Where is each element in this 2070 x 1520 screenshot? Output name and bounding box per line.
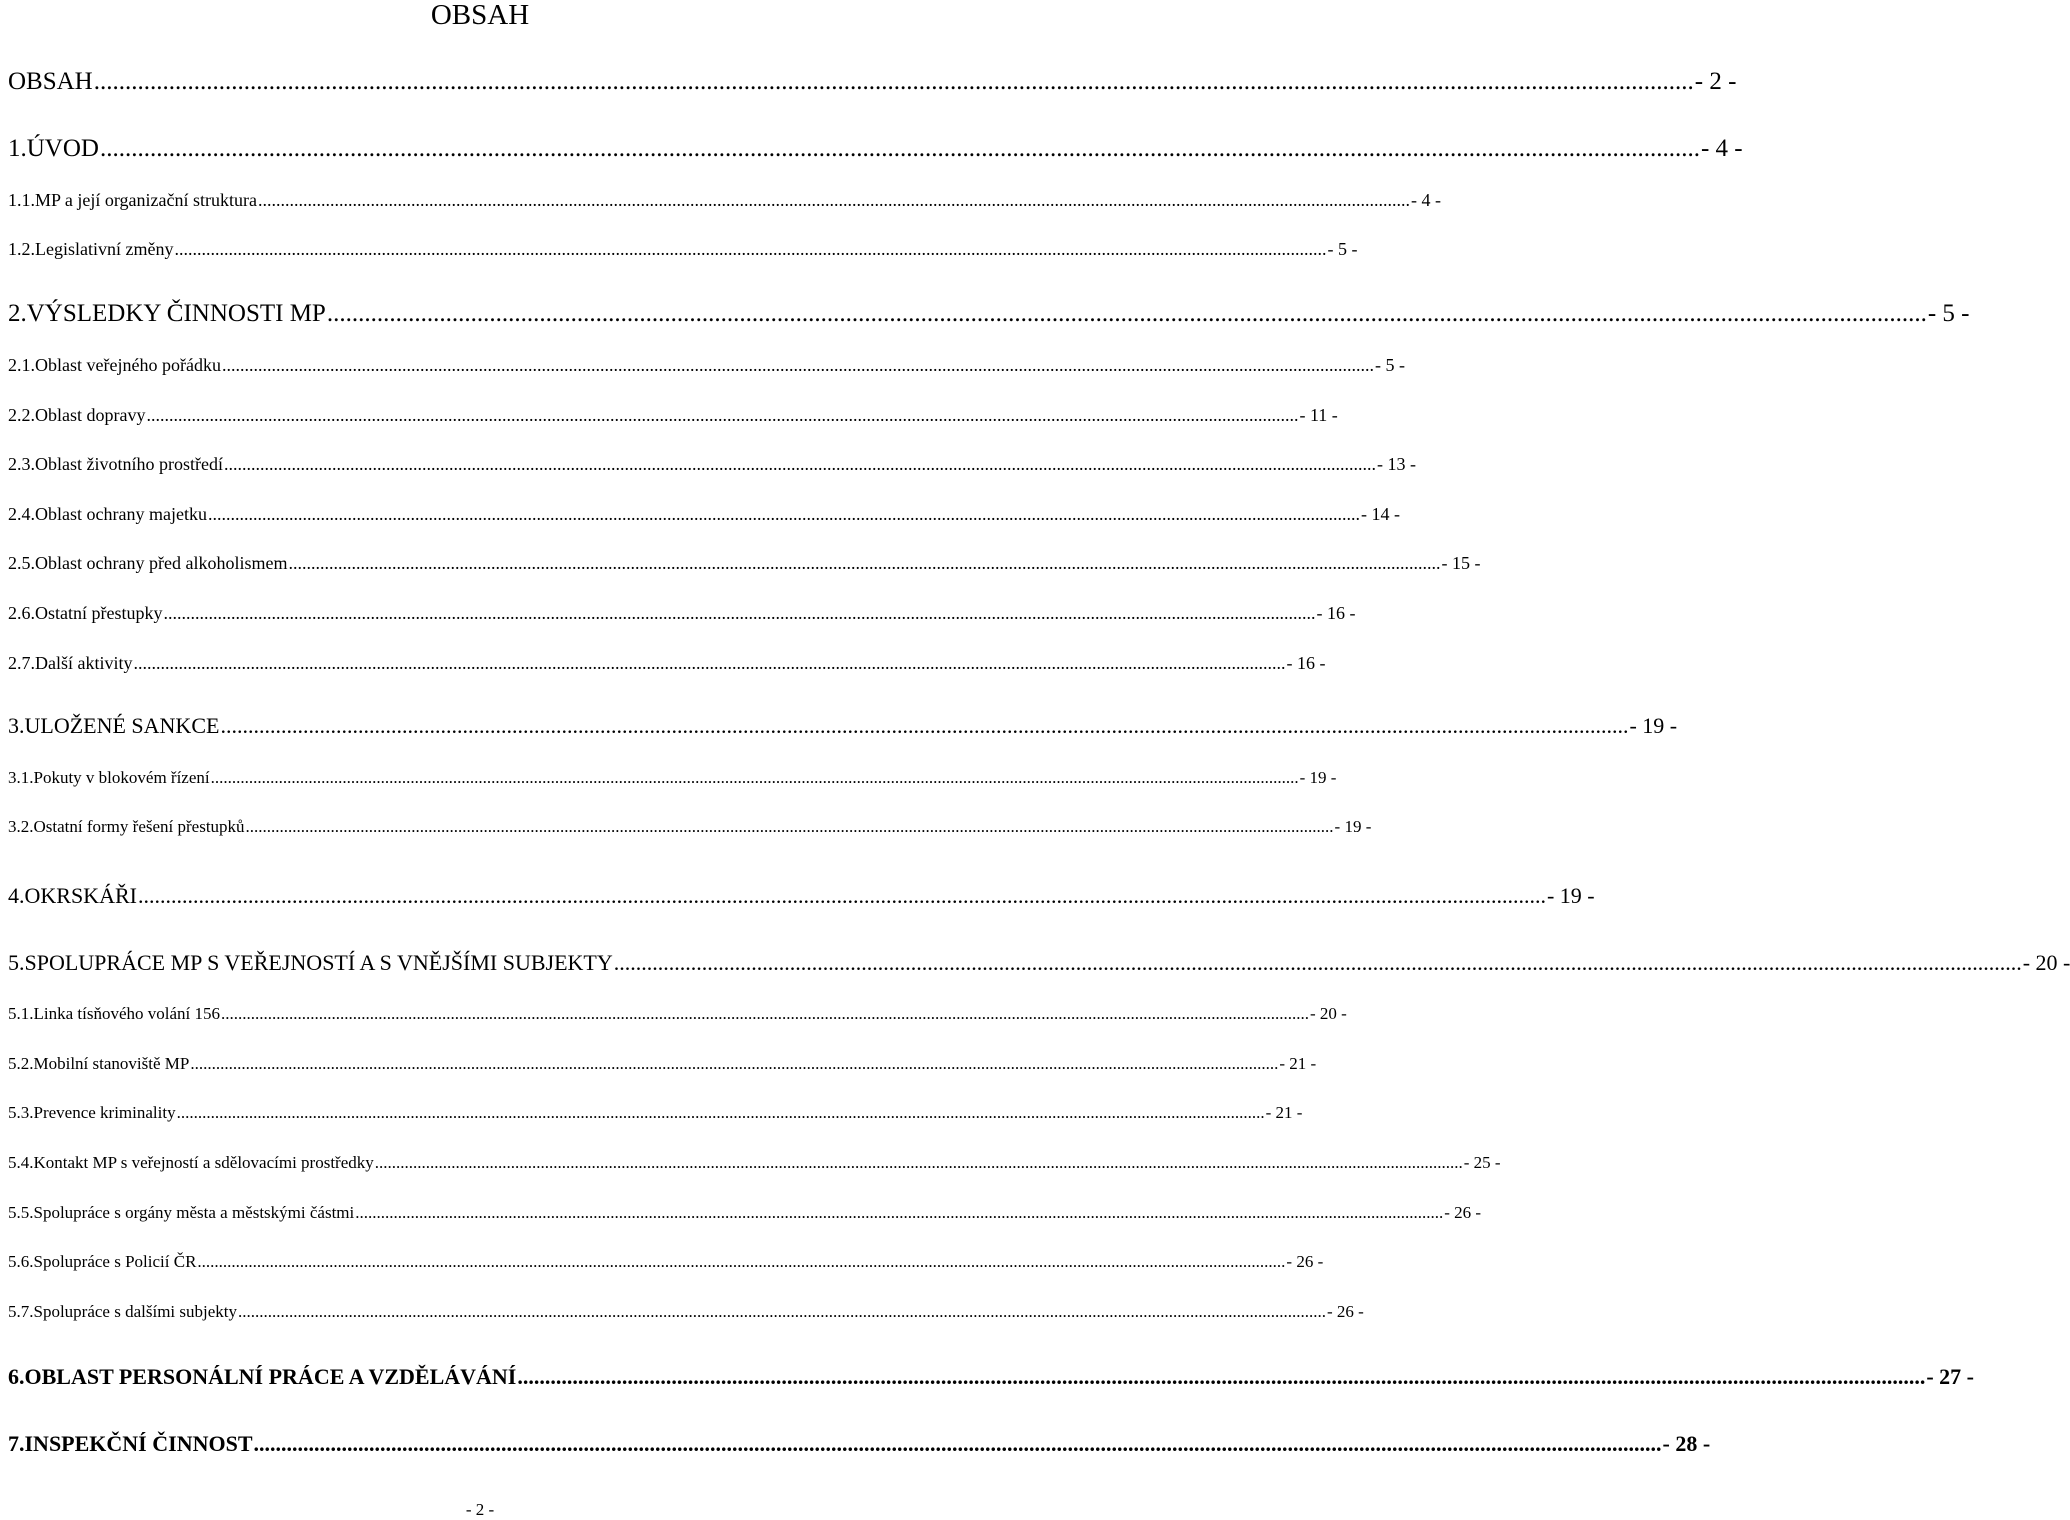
toc-number: 2.3.	[8, 454, 35, 474]
toc-label: SPOLUPRÁCE MP S VEŘEJNOSTÍ A S VNĚJŠÍMI SUBJEKTY	[24, 950, 613, 975]
toc-entry-2-5[interactable]	[8, 553, 1481, 574]
toc-leader-dots	[258, 190, 1410, 211]
toc-entry-2-7[interactable]	[8, 653, 1326, 674]
toc-label: Další aktivity	[35, 653, 133, 673]
toc-leader-dots	[134, 653, 1286, 674]
toc-page-number: - 27 -	[1926, 1364, 1975, 1389]
toc-label: MP a její organizační struktura	[35, 190, 257, 210]
toc-label: Pokuty v blokovém řízení	[33, 768, 210, 787]
toc-leader-dots	[327, 300, 1927, 328]
toc-number: 5.5.	[8, 1203, 34, 1222]
toc-leader-dots	[190, 1054, 1278, 1074]
toc-entry-1-1[interactable]	[8, 190, 1441, 211]
toc-page-number: - 5 -	[1927, 300, 1970, 327]
toc-entry-5-7[interactable]	[8, 1302, 1364, 1322]
toc-label: Oblast dopravy	[35, 405, 146, 425]
toc-page-number: - 16 -	[1286, 653, 1326, 673]
toc-entry-5-4[interactable]	[8, 1153, 1501, 1173]
toc-label: OKRSKÁŘI	[24, 883, 137, 908]
toc-page-number: - 28 -	[1662, 1431, 1711, 1456]
toc-leader-dots	[254, 1431, 1662, 1457]
toc-label: Oblast ochrany před alkoholismem	[35, 553, 288, 573]
toc-leader-dots	[208, 504, 1360, 525]
toc-number: 5.	[8, 950, 25, 975]
toc-page-number: - 19 -	[1546, 883, 1595, 908]
toc-label: Oblast veřejného pořádku	[35, 355, 221, 375]
toc-number: 5.4.	[8, 1153, 34, 1172]
toc-label: Ostatní přestupky	[35, 603, 163, 623]
toc-label: Spolupráce s Policií ČR	[33, 1252, 197, 1271]
toc-label: Ostatní formy řešení přestupků	[33, 817, 245, 836]
toc-label: ULOŽENÉ SANKCE	[24, 713, 220, 738]
toc-number: 1.2.	[8, 239, 35, 259]
toc-number: 2.1.	[8, 355, 35, 375]
toc-leader-dots	[355, 1203, 1443, 1223]
page-footer-number: - 2 -	[465, 1500, 495, 1519]
toc-page-number: - 14 -	[1360, 504, 1400, 524]
toc-entry-5-5[interactable]	[8, 1203, 1482, 1223]
toc-leader-dots	[246, 817, 1334, 837]
toc-leader-dots	[174, 239, 1326, 260]
toc-number: 7.	[8, 1431, 25, 1456]
toc-page-number: - 19 -	[1299, 768, 1337, 787]
toc-label: Spolupráce s dalšími subjekty	[33, 1302, 238, 1321]
toc-page-number: - 20 -	[1310, 1004, 1347, 1023]
toc-leader-dots	[100, 135, 1700, 163]
toc-entry-6[interactable]	[8, 1364, 1975, 1390]
toc-label: Oblast životního prostředí	[35, 454, 223, 474]
toc-page-number: - 15 -	[1441, 553, 1481, 573]
toc-page-number: - 4 -	[1410, 190, 1441, 210]
toc-entry-2-2[interactable]	[8, 405, 1338, 426]
toc-leader-dots	[222, 355, 1374, 376]
toc-label: Linka tísňového volání 156	[33, 1004, 221, 1023]
toc-number: 5.1.	[8, 1004, 34, 1023]
page-title: OBSAH	[430, 0, 530, 31]
toc-number: 5.6.	[8, 1252, 34, 1271]
toc-page-number: - 26 -	[1327, 1302, 1364, 1321]
toc-label: Spolupráce s orgány města a městskými částmi	[33, 1203, 355, 1222]
toc-number: 2.	[8, 300, 27, 327]
toc-number: 4.	[8, 883, 25, 908]
toc-leader-dots	[614, 950, 2022, 976]
toc-entry-1[interactable]	[8, 135, 1743, 163]
toc-leader-dots	[238, 1302, 1326, 1322]
toc-label: Kontakt MP s veřejností a sdělovacími prostředky	[33, 1153, 374, 1172]
toc-leader-dots	[517, 1364, 1925, 1390]
toc-entry-1-2[interactable]	[8, 239, 1358, 260]
toc-number: 3.	[8, 713, 25, 738]
toc-label: Prevence kriminality	[33, 1103, 176, 1122]
toc-number: 6.	[8, 1364, 25, 1389]
toc-leader-dots	[94, 68, 1694, 96]
toc-page-number: - 16 -	[1316, 603, 1356, 623]
toc-entry-5-2[interactable]	[8, 1054, 1317, 1074]
toc-number: 2.5.	[8, 553, 35, 573]
toc-page-number: - 2 -	[1694, 68, 1737, 95]
toc-entry-5-3[interactable]	[8, 1103, 1303, 1123]
toc-leader-dots	[138, 883, 1546, 909]
toc-number: 5.2.	[8, 1054, 34, 1073]
toc-number: 5.3.	[8, 1103, 34, 1122]
toc-label: Oblast ochrany majetku	[35, 504, 207, 524]
toc-entry-2[interactable]	[8, 300, 1970, 328]
toc-page-number: - 19 -	[1629, 713, 1678, 738]
toc-entry-5[interactable]	[8, 950, 2070, 976]
toc-entry-7[interactable]	[8, 1431, 1711, 1457]
toc-page-number: - 26 -	[1444, 1203, 1482, 1222]
toc-label: Mobilní stanoviště MP	[33, 1054, 190, 1073]
toc-number: 2.7.	[8, 653, 35, 673]
toc-entry-2-6[interactable]	[8, 603, 1356, 624]
toc-leader-dots	[197, 1252, 1285, 1272]
toc-number: 3.2.	[8, 817, 34, 836]
toc-entry-4[interactable]	[8, 883, 1595, 909]
toc-label: OBSAH	[8, 68, 93, 95]
toc-entry-obsah[interactable]	[8, 68, 1737, 96]
toc-entry-3[interactable]	[8, 713, 1678, 739]
toc-leader-dots	[220, 713, 1628, 739]
toc-number: 3.1.	[8, 768, 34, 787]
toc-page-number: - 19 -	[1334, 817, 1372, 836]
toc-label: OBLAST PERSONÁLNÍ PRÁCE A VZDĚLÁVÁNÍ	[24, 1364, 517, 1389]
toc-page-number: - 5 -	[1374, 355, 1405, 375]
toc-leader-dots	[146, 405, 1298, 426]
toc-entry-5-6[interactable]	[8, 1252, 1324, 1272]
toc-page-number: - 21 -	[1265, 1103, 1303, 1122]
toc-page-number: - 4 -	[1700, 135, 1743, 162]
toc-leader-dots	[177, 1103, 1265, 1123]
toc-leader-dots	[211, 768, 1299, 788]
toc-number: 1.	[8, 135, 27, 162]
toc-page-number: - 13 -	[1376, 454, 1416, 474]
toc-entry-2-1[interactable]	[8, 355, 1405, 376]
toc-leader-dots	[224, 454, 1376, 475]
toc-page-number: - 21 -	[1279, 1054, 1317, 1073]
toc-page-number: - 11 -	[1299, 405, 1338, 425]
toc-label: INSPEKČNÍ ČINNOST	[24, 1431, 253, 1456]
toc-label: ÚVOD	[26, 135, 99, 162]
toc-number: 1.1.	[8, 190, 35, 210]
toc-number: 5.7.	[8, 1302, 34, 1321]
toc-entry-2-3[interactable]	[8, 454, 1416, 475]
toc-page-number: - 25 -	[1463, 1153, 1501, 1172]
toc-leader-dots	[164, 603, 1316, 624]
toc-page-number: - 20 -	[2022, 950, 2070, 975]
toc-number: 2.6.	[8, 603, 35, 623]
toc-entry-3-2[interactable]	[8, 817, 1372, 837]
toc-entry-2-4[interactable]	[8, 504, 1400, 525]
toc-leader-dots	[375, 1153, 1463, 1173]
toc-label: Legislativní změny	[35, 239, 174, 259]
toc-entry-5-1[interactable]	[8, 1004, 1347, 1024]
toc-entry-3-1[interactable]	[8, 768, 1337, 788]
toc-leader-dots	[288, 553, 1440, 574]
toc-number: 2.2.	[8, 405, 35, 425]
toc-label: VÝSLEDKY ČINNOSTI MP	[26, 300, 326, 327]
toc-page-number: - 26 -	[1286, 1252, 1324, 1271]
toc-number: 2.4.	[8, 504, 35, 524]
toc-page-number: - 5 -	[1327, 239, 1358, 259]
toc-leader-dots	[221, 1004, 1309, 1024]
